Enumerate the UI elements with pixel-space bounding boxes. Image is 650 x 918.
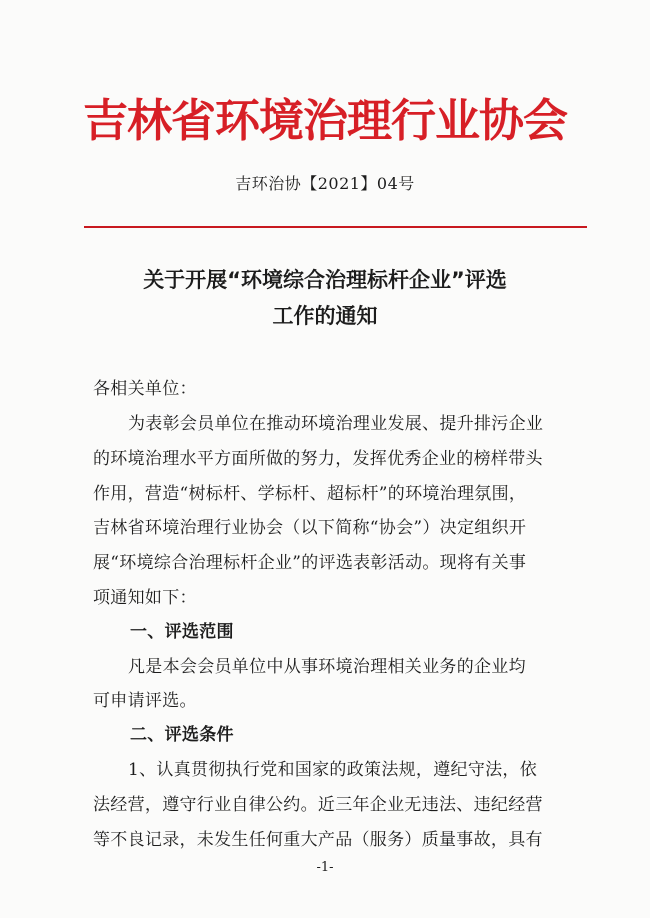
document-title-line-2: 工作的通知 [272, 304, 378, 328]
paragraph-line: 1、认真贯彻执行党和国家的政策法规，遵纪守法，依 [128, 760, 538, 780]
paragraph-line: 凡是本会会员单位中从事环境治理相关业务的企业均 [128, 657, 526, 677]
paragraph-line: 项通知如下： [93, 588, 197, 608]
paragraph-line: 作用，营造“树标杆、学标杆、超标杆”的环境治理氛围， [93, 484, 527, 504]
paragraph-line: 等不良记录，未发生任何重大产品（服务）质量事故，具有 [93, 830, 543, 850]
organization-header: 吉林省环境治理行业协会 [82, 94, 567, 147]
paragraph-line: 的环境治理水平方面所做的努力，发挥优秀企业的榜样带头 [93, 449, 543, 469]
paragraph-line: 可申请评选。 [93, 691, 197, 711]
red-divider-line [84, 226, 587, 228]
paragraph-line: 吉林省环境治理行业协会（以下简称“协会”）决定组织开 [93, 518, 527, 538]
salutation: 各相关单位： [93, 379, 197, 399]
document-title-line-1: 关于开展“环境综合治理标杆企业”评选 [143, 268, 507, 292]
paragraph-line: 为表彰会员单位在推动环境治理业发展、提升排污企业 [128, 414, 544, 434]
section-heading-conditions: 二、评选条件 [130, 725, 234, 745]
paragraph-line: 法经营，遵守行业自律公约。近三年企业无违法、违纪经营 [93, 795, 543, 815]
section-heading-scope: 一、评选范围 [130, 622, 234, 642]
document-number: 吉环治协【2021】04号 [235, 174, 415, 193]
document-title [0, 262, 650, 334]
paragraph-line: 展“环境综合治理标杆企业”的评选表彰活动。现将有关事 [93, 553, 527, 573]
page-number: -1- [316, 860, 334, 875]
